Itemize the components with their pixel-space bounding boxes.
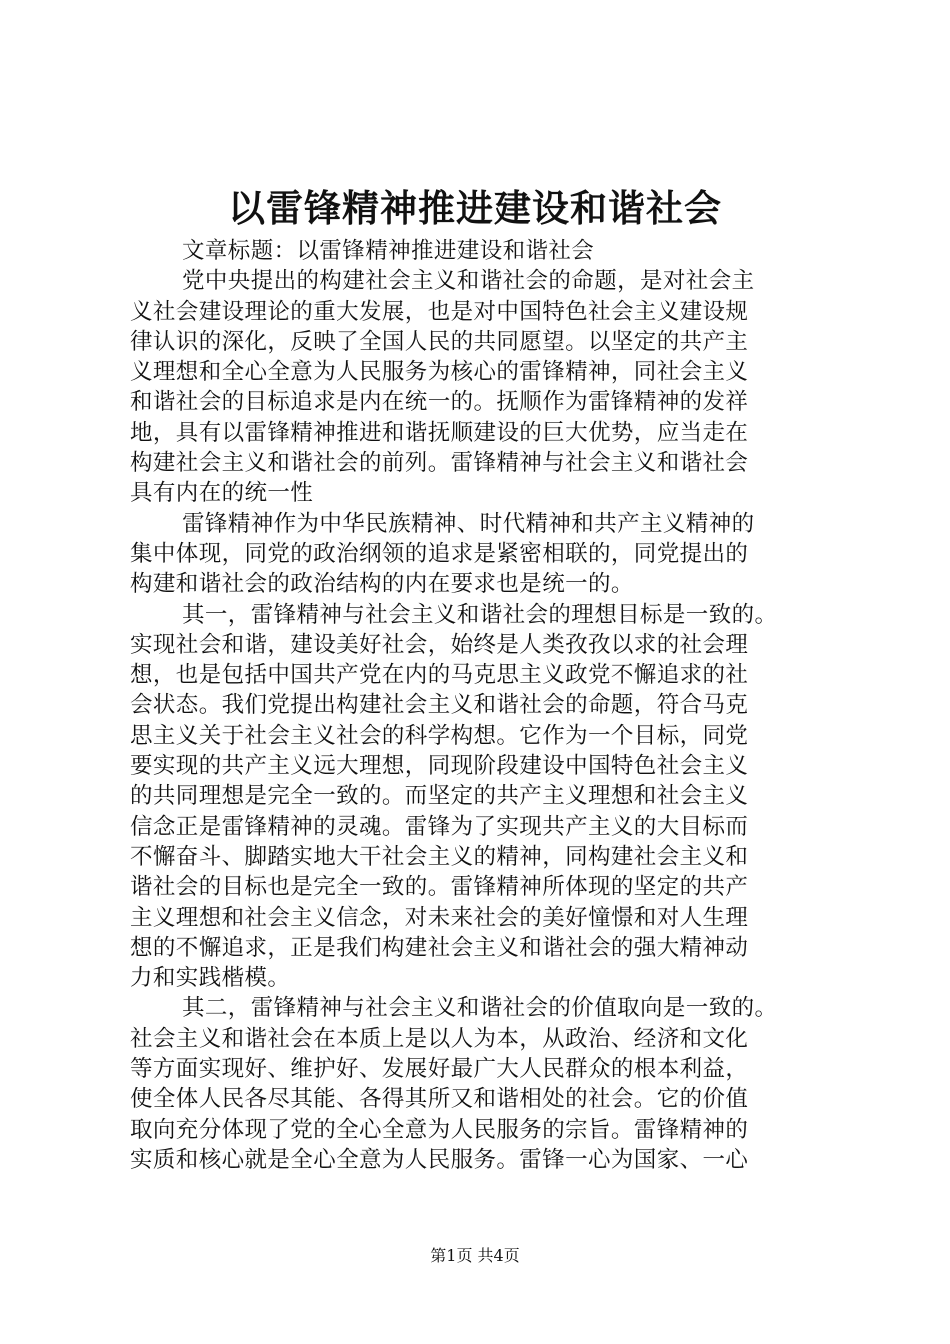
text-line: 主义理想和社会主义信念，对未来社会的美好憧憬和对人生理 [130,904,749,931]
text-line: 义社会建设理论的重大发展，也是对中国特色社会主义建设规 [130,298,749,325]
text-line: 和谐社会的目标追求是内在统一的。抚顺作为雷锋精神的发祥 [130,389,749,416]
text-line: 构建社会主义和谐社会的前列。雷锋精神与社会主义和谐社会 [130,450,749,477]
text-line: 构建和谐社会的政治结构的内在要求也是统一的。 [130,571,634,598]
text-line: 想的不懈追求，正是我们构建社会主义和谐社会的强大精神动 [130,934,749,961]
text-line: 地，具有以雷锋精神推进和谐抚顺建设的巨大优势，应当走在 [130,419,749,446]
text-line: 想，也是包括中国共产党在内的马克思主义政党不懈追求的社 [130,662,749,689]
text-line: 谐社会的目标也是完全一致的。雷锋精神所体现的坚定的共产 [130,874,749,901]
text-line: 律认识的深化，反映了全国人民的共同愿望。以坚定的共产主 [130,328,749,355]
text-line: 其一，雷锋精神与社会主义和谐社会的理想目标是一致的。 [182,601,778,628]
text-line: 实现社会和谐，建设美好社会，始终是人类孜孜以求的社会理 [130,631,749,658]
text-line: 文章标题：以雷锋精神推进建设和谐社会 [182,238,595,264]
text-line: 会状态。我们党提出构建社会主义和谐社会的命题，符合马克 [130,692,749,719]
text-line: 党中央提出的构建社会主义和谐社会的命题，是对社会主 [182,268,755,295]
text-line: 不懈奋斗、脚踏实地大干社会主义的精神，同构建社会主义和 [130,843,749,870]
text-line: 要实现的共产主义远大理想，同现阶段建设中国特色社会主义 [130,753,749,780]
text-line: 等方面实现好、维护好、发展好最广大人民群众的根本利益， [130,1056,749,1083]
text-line: 具有内在的统一性 [130,480,314,507]
text-line: 取向充分体现了党的全心全意为人民服务的宗旨。雷锋精神的 [130,1116,749,1143]
text-line: 义理想和全心全意为人民服务为核心的雷锋精神，同社会主义 [130,359,749,386]
text-line: 的共同理想是完全一致的。而坚定的共产主义理想和社会主义 [130,783,749,810]
text-line: 信念正是雷锋精神的灵魂。雷锋为了实现共产主义的大目标而 [130,813,749,840]
text-line: 集中体现，同党的政治纲领的追求是紧密相联的，同党提出的 [130,540,749,567]
text-line: 使全体人民各尽其能、各得其所又和谐相处的社会。它的价值 [130,1086,749,1113]
page-title: 以雷锋精神推进建设和谐社会 [228,186,722,230]
document-body [130,236,830,1175]
text-line: 社会主义和谐社会在本质上是以人为本，从政治、经济和文化 [130,1025,749,1052]
text-line: 雷锋精神作为中华民族精神、时代精神和共产主义精神的 [182,510,755,537]
page-footer: 第1页 共4页 [430,1246,520,1265]
text-line: 实质和核心就是全心全意为人民服务。雷锋一心为国家、一心 [130,1146,749,1173]
text-line: 力和实践楷模。 [130,965,291,992]
text-line: 其二，雷锋精神与社会主义和谐社会的价值取向是一致的。 [182,995,778,1022]
text-line: 思主义关于社会主义社会的科学构想。它作为一个目标，同党 [130,722,749,749]
